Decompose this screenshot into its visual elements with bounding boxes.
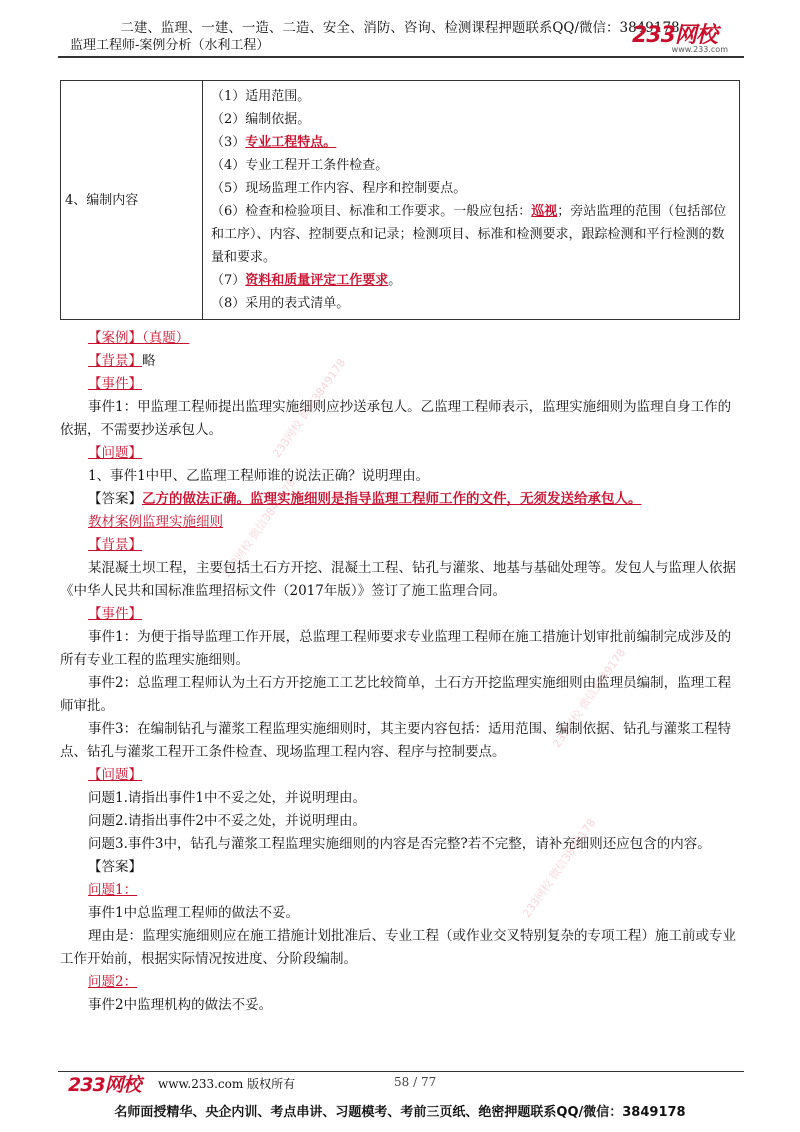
- footer-copyright: www.233.com 版权所有: [158, 1077, 296, 1091]
- case2-event-3: 事件3：在编制钻孔与灌浆工程监理实施细则时，其主要内容包括：适用范围、编制依据、钻孔与灌浆工程特点、钻孔与灌浆工程开工条件检查、现场监理工程内容、程序与控制要点。: [60, 721, 732, 760]
- case2-question-3: 问题3.事件3中，钻孔与灌浆工程监理实施细则的内容是否完整?若不完整，请补充细则还应包含的内容。: [88, 836, 711, 852]
- case2-bg-label: 【背景】: [88, 537, 142, 553]
- item-5: （5）现场监理工作内容、程序和控制要点。: [211, 181, 467, 196]
- case2-event-label: 【事件】: [88, 606, 142, 622]
- item-1: （1）适用范围。: [211, 89, 311, 104]
- case2-answer-1-label: 问题1：: [88, 882, 138, 898]
- item-7-highlight: 资料和质量评定工作要求: [245, 273, 389, 288]
- table-left-label: 4、编制内容: [61, 81, 203, 320]
- item-8: （8）采用的表式清单。: [211, 296, 350, 311]
- case2-title: 教材案例监理实施细则: [88, 514, 223, 530]
- content-table: [60, 80, 740, 320]
- item-3-highlight: 专业工程特点。: [245, 135, 337, 150]
- item-6-prefix: （6）检查和检验项目、标准和工作要求。一般应包括：: [211, 204, 532, 219]
- case2-bg-text: 某混凝土坝工程，主要包括土石方开挖、混凝土工程、钻孔与灌浆、地基与基础处理等。发包人与监理人依据《中华人民共和国标准监理招标文件（2017年版）》签订了施工监理合同。: [60, 560, 736, 599]
- footer-promo-line: 名师面授精华、央企内训、考点串讲、习题模考、考前三页纸、绝密押题联系QQ/微信：3849178: [114, 1105, 686, 1120]
- logo-domain: www.233.com: [671, 45, 728, 54]
- case1-answer: [60, 488, 742, 511]
- header-promo-line: 二建、监理、一建、一造、二造、安全、消防、咨询、检测课程押题联系QQ/微信：3849178: [120, 20, 680, 36]
- brand-logo: [632, 18, 742, 58]
- logo-text: 233网校: [632, 23, 717, 48]
- main-content: [60, 327, 742, 1017]
- item-7-suffix: 。: [388, 273, 402, 288]
- item-3-prefix: （3）: [211, 135, 246, 150]
- case2-answer-1-text: 事件1中总监理工程师的做法不妥。: [88, 905, 300, 921]
- case1-bg-text: 略: [142, 353, 156, 369]
- case1-bg-label: 【背景】: [88, 353, 142, 369]
- case2-answer-label: 【答案】: [88, 859, 142, 875]
- case2-event-2: 事件2：总监理工程师认为土石方开挖施工工艺比较简单，土石方开挖监理实施细则由监理员编制，监理工程师审批。: [60, 675, 732, 714]
- case1-background: [60, 350, 742, 373]
- document-subtitle: 监理工程师-案例分析（水利工程）: [70, 38, 270, 53]
- case1-answer-text: 乙方的做法正确。监理实施细则是指导监理工程师工作的文件，无须发送给承包人。: [142, 491, 642, 507]
- footer-logo: 233网校: [68, 1074, 141, 1096]
- watermark: 233网校 微信3849178: [520, 816, 599, 921]
- item-6: [211, 200, 733, 269]
- item-7: [211, 269, 733, 292]
- table-items-cell: [203, 81, 740, 320]
- watermark: 233网校 微信3849178: [550, 646, 629, 751]
- footer-divider: [58, 1071, 744, 1072]
- case2-answer-1-reason: 理由是：监理实施细则应在施工措施计划批准后、专业工程（或作业交叉特别复杂的专项工程）施工前或专业工作开始前，根据实际情况按进度、分阶段编制。: [60, 928, 736, 967]
- item-6-rest: ；旁站监理的范围（包括部位和工序）、内容、控制要点和记录；检测项目、标准和检测要求，跟踪检测和平行检测的数量和要求。: [211, 204, 727, 265]
- watermark: 233网校 微信3849178: [270, 356, 349, 461]
- page-number: 58 / 77: [394, 1075, 437, 1089]
- item-7-prefix: （7）: [211, 273, 246, 288]
- item-4: （4）专业工程开工条件检查。: [211, 158, 389, 173]
- case2-event-1: 事件1：为便于指导监理工作开展，总监理工程师要求专业监理工程师在施工措施计划审批前编制完成涉及的所有专业工程的监理实施细则。: [60, 629, 732, 668]
- case2-question-label: 【问题】: [88, 767, 142, 783]
- item-6-highlight: 巡视: [531, 204, 558, 219]
- case1-question-label: 【问题】: [88, 445, 142, 461]
- case1-event-label: 【事件】: [88, 376, 142, 392]
- case2-answer-2-text: 事件2中监理机构的做法不妥。: [88, 997, 273, 1013]
- case1-event-text: 事件1：甲监理工程师提出监理实施细则应抄送承包人。乙监理工程师表示，监理实施细则为监理自身工作的依据，不需要抄送承包人。: [60, 399, 732, 438]
- case2-answer-2-label: 问题2：: [88, 974, 138, 990]
- watermark: 233网校 微信3849178: [220, 476, 299, 581]
- table-row: [61, 81, 740, 320]
- case1-answer-label: 【答案】: [88, 491, 142, 507]
- item-2: （2）编制依据。: [211, 112, 311, 127]
- case1-question-text: 1、事件1中甲、乙监理工程师谁的说法正确？说明理由。: [88, 468, 430, 484]
- header-divider: [58, 56, 744, 58]
- case1-label: 【案例】（真题）: [88, 330, 190, 346]
- item-3: [211, 131, 733, 154]
- case2-question-2: 问题2.请指出事件2中不妥之处，并说明理由。: [88, 813, 366, 829]
- case2-question-1: 问题1.请指出事件1中不妥之处，并说明理由。: [88, 790, 366, 806]
